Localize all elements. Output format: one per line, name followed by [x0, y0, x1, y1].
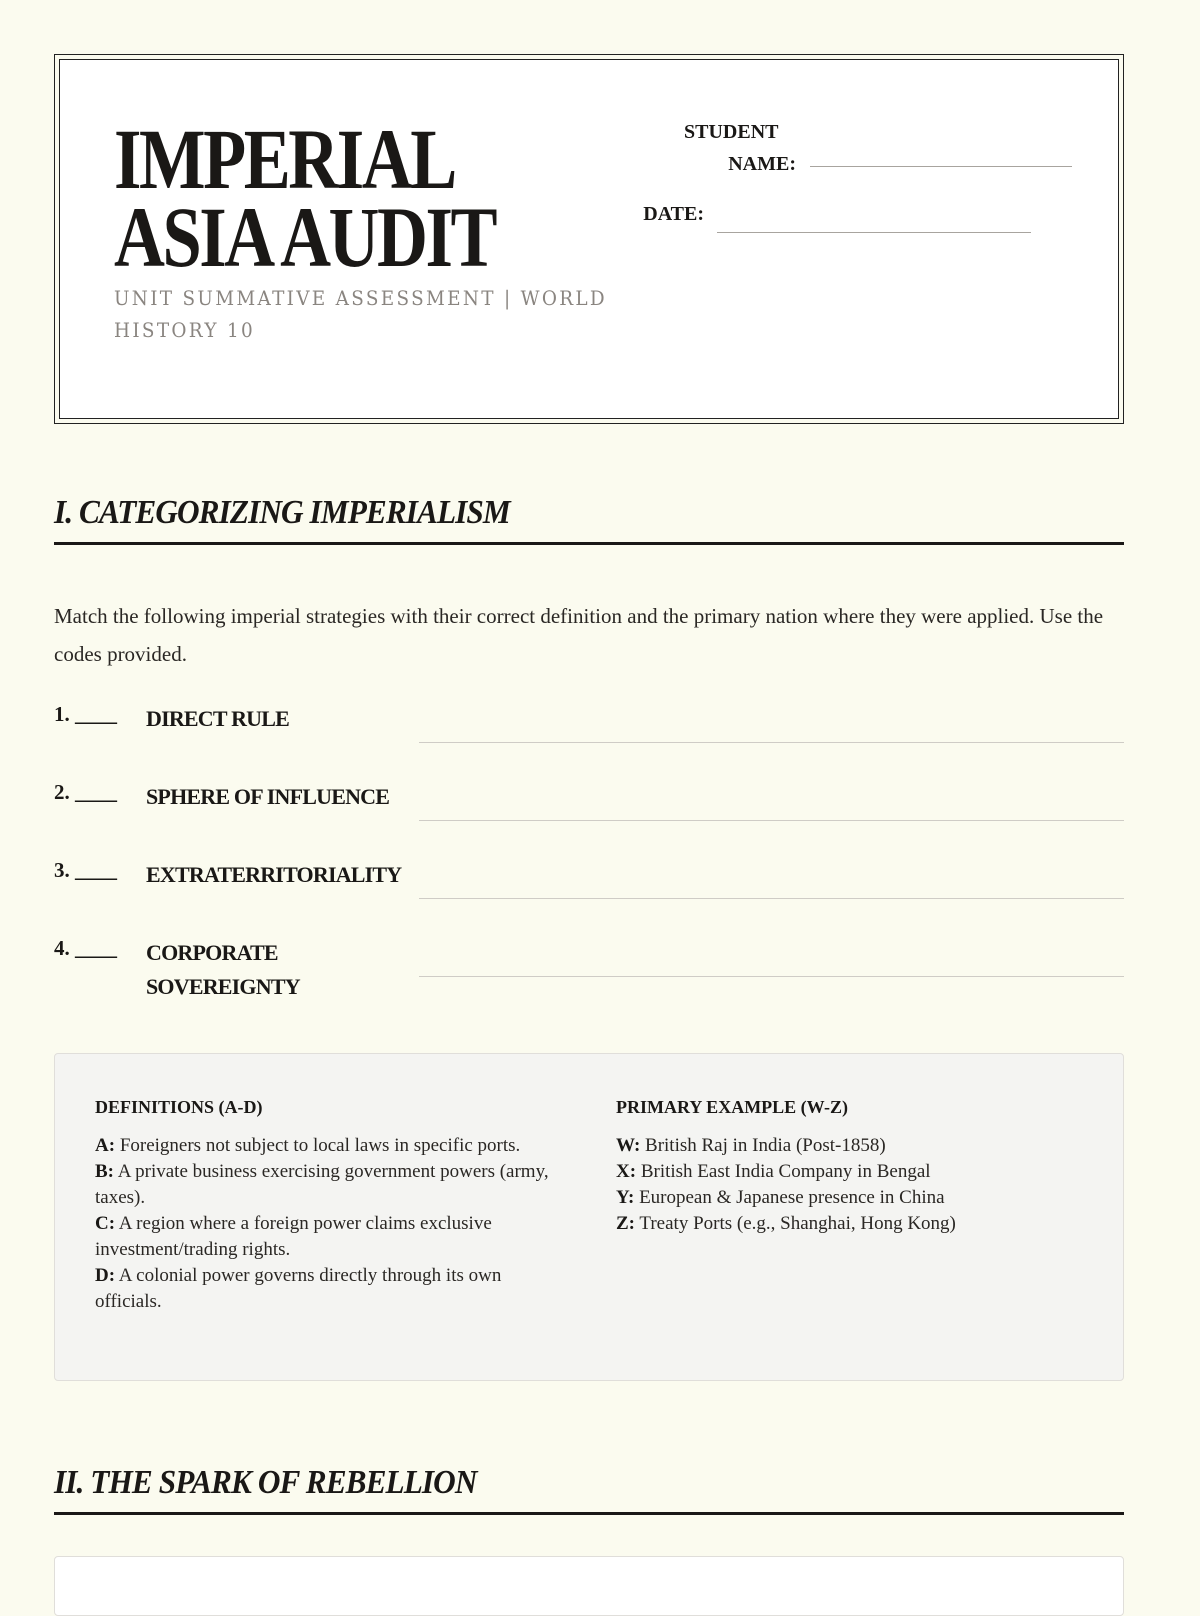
item-number: 2. ____ — [54, 780, 117, 804]
section-heading: I. CATEGORIZING IMPERIALISM — [54, 494, 510, 531]
definition: D: A colonial power governs directly through its own officials. — [95, 1265, 502, 1312]
example: X: British East India Company in Bengal — [616, 1161, 931, 1182]
page-title: IMPERIAL ASIA AUDIT — [114, 111, 496, 285]
student-name-field[interactable] — [810, 166, 1072, 167]
definition: A: Foreigners not subject to local laws in specific ports. — [95, 1135, 521, 1156]
definitions-column — [95, 1094, 565, 1315]
answer-line[interactable] — [419, 820, 1124, 821]
divider — [54, 542, 1124, 545]
match-item — [54, 936, 1124, 1006]
item-term: DIRECT RULE — [146, 706, 289, 731]
reference-box — [54, 1053, 1124, 1381]
section-heading: II. THE SPARK OF REBELLION — [54, 1464, 477, 1501]
header-box — [54, 54, 1124, 424]
date-field[interactable] — [717, 232, 1031, 233]
match-item — [54, 780, 1124, 850]
definition: B: A private business exercising government powers (army, taxes). — [95, 1161, 549, 1208]
examples-column — [616, 1094, 1086, 1237]
match-item — [54, 702, 1124, 772]
divider — [54, 1512, 1124, 1515]
student-name-label: STUDENT NAME: — [684, 121, 796, 175]
item-number: 4. ____ — [54, 936, 117, 960]
date-label: DATE: — [643, 203, 704, 225]
examples-heading: PRIMARY EXAMPLE (W-Z) — [616, 1097, 849, 1117]
instructions: Match the following imperial strategies with their correct definition and the primary nation where they were applied. Use the codes provided. — [54, 604, 1104, 666]
item-term: SPHERE OF INFLUENCE — [146, 784, 390, 809]
item-term: EXTRATERRITORIALITY — [146, 862, 402, 887]
answer-line[interactable] — [419, 742, 1124, 743]
subtitle: UNIT SUMMATIVE ASSESSMENT | WORLD HISTORY 10 — [114, 286, 607, 342]
section2-box — [54, 1556, 1124, 1616]
item-term: CORPORATE SOVEREIGNTY — [146, 940, 300, 999]
example: Z: Treaty Ports (e.g., Shanghai, Hong Kong) — [616, 1213, 956, 1234]
example: Y: European & Japanese presence in China — [616, 1187, 945, 1208]
answer-line[interactable] — [419, 976, 1124, 977]
match-item — [54, 858, 1124, 928]
definition: C: A region where a foreign power claims exclusive investment/trading rights. — [95, 1213, 492, 1260]
item-number: 3. ____ — [54, 858, 117, 882]
item-number: 1. ____ — [54, 702, 117, 726]
answer-line[interactable] — [419, 898, 1124, 899]
example: W: British Raj in India (Post-1858) — [616, 1135, 886, 1156]
definitions-heading: DEFINITIONS (A-D) — [95, 1097, 263, 1117]
